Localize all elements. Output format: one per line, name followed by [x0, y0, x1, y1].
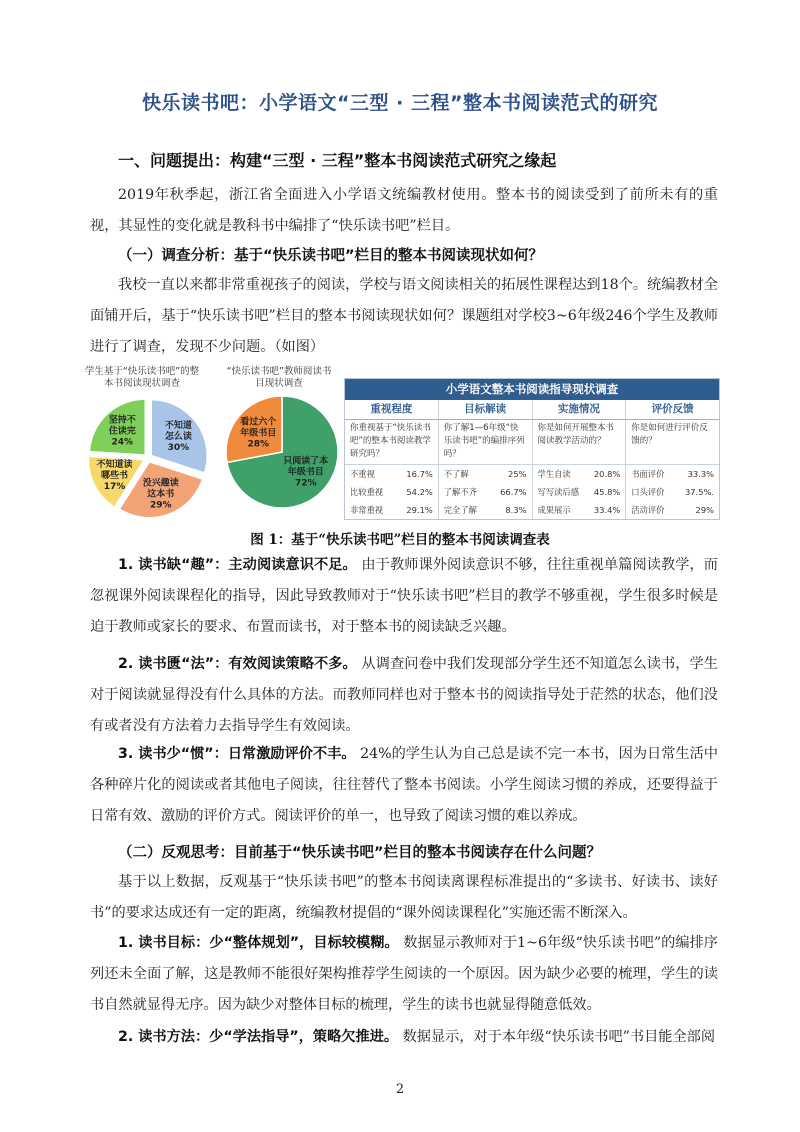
option-label: 不了解	[443, 469, 469, 479]
student-survey-pie-chart	[80, 392, 220, 524]
table-question: 你重视基于“快乐读书吧”的整本书阅读教学研究吗？	[345, 420, 439, 464]
point-paragraph-3	[90, 739, 718, 832]
pie-slice-label: 没兴趣读	[142, 478, 179, 489]
table-cell	[439, 483, 533, 501]
document-title: 快乐读书吧：小学语文“三型 · 三程”整本书阅读范式的研究	[142, 92, 658, 114]
point-text: 从调查问卷中我们发现部分学生还不知道怎么读书，学生对于阅读就显得没有什么具体的方法。而教师同样也对于整本书的阅读指导处于茫然的状态，他们没有或者没有方法着力去指导学生有效阅读。	[90, 656, 718, 734]
pie-slice-label: 72%	[294, 478, 317, 489]
table-cell	[626, 483, 719, 501]
column-header: 目标解读	[439, 400, 533, 419]
option-percent: 29.1%	[406, 505, 433, 515]
pie-slice-label: 坚持不	[108, 415, 136, 426]
section-heading: 一、问题提出：构建“三型 · 三程”整本书阅读范式研究之缘起	[118, 151, 557, 170]
option-percent: 20.8%	[593, 469, 621, 479]
option-label: 写写读后感	[537, 487, 579, 497]
table-cell	[626, 501, 719, 519]
table-cell	[626, 465, 719, 483]
table-question: 你是如何开展整本书阅读教学活动的？	[533, 420, 627, 464]
option-percent: 29%	[695, 505, 714, 515]
subsection-heading-2: （二）反观思考：目前基于“快乐读书吧”栏目的整本书阅读存在什么问题？	[118, 845, 602, 861]
option-label: 活动评价	[631, 505, 665, 515]
pie-slice-label: 年级书目	[287, 467, 324, 478]
table-header	[345, 400, 719, 420]
option-percent: 16.7%	[406, 469, 433, 479]
survey-paragraph: 我校一直以来都非常重视孩子的阅读，学校与语文阅读相关的拓展性课程达到18个。统编教材全面铺开后，基于“快乐读书吧”栏目的整本书阅读现状如何？课题组对学校3~6年级246个学生及教师进行了调查，发现不少问题。（如图）	[90, 277, 718, 355]
option-percent: 33.4%	[593, 505, 621, 515]
figure-caption: 图 1：基于“快乐读书吧”栏目的整本书阅读调查表	[250, 532, 550, 548]
point2-paragraph-1	[90, 928, 718, 1021]
pie2-title: “快乐读书吧”教师阅读书目现状调查	[226, 366, 332, 389]
table-question: 你了解1—6年级“快乐读书吧”的编排序列吗？	[439, 420, 533, 464]
option-label: 不重视	[350, 469, 375, 479]
option-label: 比较重视	[350, 487, 384, 497]
pie-slice-label: 28%	[247, 439, 270, 450]
point-lead: 2. 读书匮“法”：有效阅读策略不多。	[118, 656, 357, 672]
pie-slice-label: 29%	[149, 500, 172, 511]
table-cell	[345, 465, 439, 483]
table-question: 你是如何进行评价反馈的？	[631, 423, 708, 446]
table-body	[345, 465, 719, 519]
pie-slice-label: 住读完	[108, 426, 136, 437]
option-label: 书面评价	[631, 469, 665, 479]
pie-slice-label: 只阅读了本	[283, 456, 329, 467]
point-paragraph-2	[90, 649, 718, 742]
table-row	[345, 483, 719, 501]
pie-slice-label: 17%	[103, 482, 126, 493]
table-cell	[439, 465, 533, 483]
option-percent: 37.5%.	[685, 487, 714, 497]
point-text: 由于教师课外阅读意识不够，往往重视单篇阅读教学，而忽视课外阅读课程化的指导，因此导致教师对于“快乐读书吧”栏目的教学不够重视，学生很多时候是迫于教师或家长的要求、布置而读书，对于整本书的阅读缺乏兴趣。	[90, 557, 718, 635]
table-cell	[533, 483, 627, 501]
option-percent: 66.7%	[500, 487, 527, 497]
pie-slice-label: 24%	[111, 437, 134, 448]
point-lead: 1. 读书目标：少“整体规划”，目标较模糊。	[118, 935, 399, 951]
column-header: 评价反馈	[651, 403, 694, 415]
pie1-title: 学生基于“快乐读书吧”的整本书阅读现状调查	[84, 366, 200, 389]
table-cell	[439, 501, 533, 519]
point2-paragraph-2	[90, 1022, 718, 1053]
option-percent: 45.8%	[593, 487, 621, 497]
pie-slice-label: 不知道	[164, 420, 192, 431]
subsection-heading-1: （一）调查分析：基于“快乐读书吧”栏目的整本书阅读现状如何？	[118, 248, 544, 264]
point-lead: 2. 读书方法：少“学法指导”，策略欠推进。	[118, 1029, 399, 1045]
table-cell	[345, 501, 439, 519]
table-question-row	[345, 420, 719, 465]
teacher-survey-pie-chart	[220, 390, 344, 514]
point-lead: 1. 读书缺“趣”：主动阅读意识不足。	[118, 557, 357, 573]
option-percent: 25%	[508, 469, 527, 479]
table-title: 小学语文整本书阅读指导现状调查	[345, 379, 719, 400]
reflection-paragraph: 基于以上数据，反观基于“快乐读书吧”的整本书阅读离课程标准提出的“多读书、好读书、读好书”的要求达成还有一定的距离，统编教材提倡的“课外阅读课程化”实施还需不断深入。	[90, 874, 718, 921]
point-text: 24%的学生认为自己总是读不完一本书，因为日常生活中各种碎片化的阅读或者其他电子阅读，往往替代了整本书阅读。小学生阅读习惯的养成，还要得益于日常有效、激励的评价方式。阅读评价的单一，也导致了阅读习惯的难以养成。	[90, 746, 718, 824]
page-number: 2	[395, 1082, 405, 1097]
table-row	[345, 465, 719, 483]
option-label: 成果展示	[537, 505, 571, 515]
point-lead: 3. 读书少“惯”：日常激励评价不丰。	[118, 746, 356, 762]
option-percent: 54.2%	[406, 487, 433, 497]
pie-slice-label: 年级书目	[240, 428, 277, 439]
option-percent: 33.3%	[687, 469, 714, 479]
pie-slice-label: 看过六个	[240, 417, 277, 428]
pie-slice-label: 怎么读	[164, 431, 192, 442]
table-cell	[345, 483, 439, 501]
option-label: 完全了解	[443, 505, 477, 515]
point-text: 数据显示，对于本年级“快乐读书吧”书目能全部阅	[402, 1029, 716, 1045]
pie-slice-label: 30%	[167, 442, 190, 453]
point-text: 数据显示教师对于1~6年级“快乐读书吧”的编排序列还未全面了解，这是教师不能很好架构推荐学生阅读的一个原因。因为缺少必要的梳理，学生的读书自然就显得无序。因为缺少对整体目标的梳理，学生的读书也就显得随意低效。	[90, 935, 718, 1013]
column-header: 重视程度	[345, 400, 439, 419]
option-label: 了解不齐	[443, 487, 477, 497]
point-paragraph-1	[90, 550, 718, 643]
option-label: 非常重视	[350, 505, 384, 515]
option-label: 口头评价	[631, 487, 665, 497]
intro-paragraph: 2019年秋季起，浙江省全面进入小学语文统编教材使用。整本书的阅读受到了前所未有的重视，其显性的变化就是教科书中编排了“快乐读书吧”栏目。	[90, 187, 718, 234]
pie-slice-label: 不知道读	[96, 460, 133, 471]
table-row	[345, 501, 719, 519]
option-label: 学生自读	[537, 469, 571, 479]
pie-slice-label: 哪些书	[100, 471, 129, 482]
table-cell	[533, 465, 627, 483]
option-percent: 8.3%	[505, 505, 527, 515]
table-cell	[533, 501, 627, 519]
guidance-survey-table	[344, 378, 720, 520]
pie-slice-label: 这本书	[147, 489, 175, 500]
column-header: 实施情况	[533, 400, 627, 419]
